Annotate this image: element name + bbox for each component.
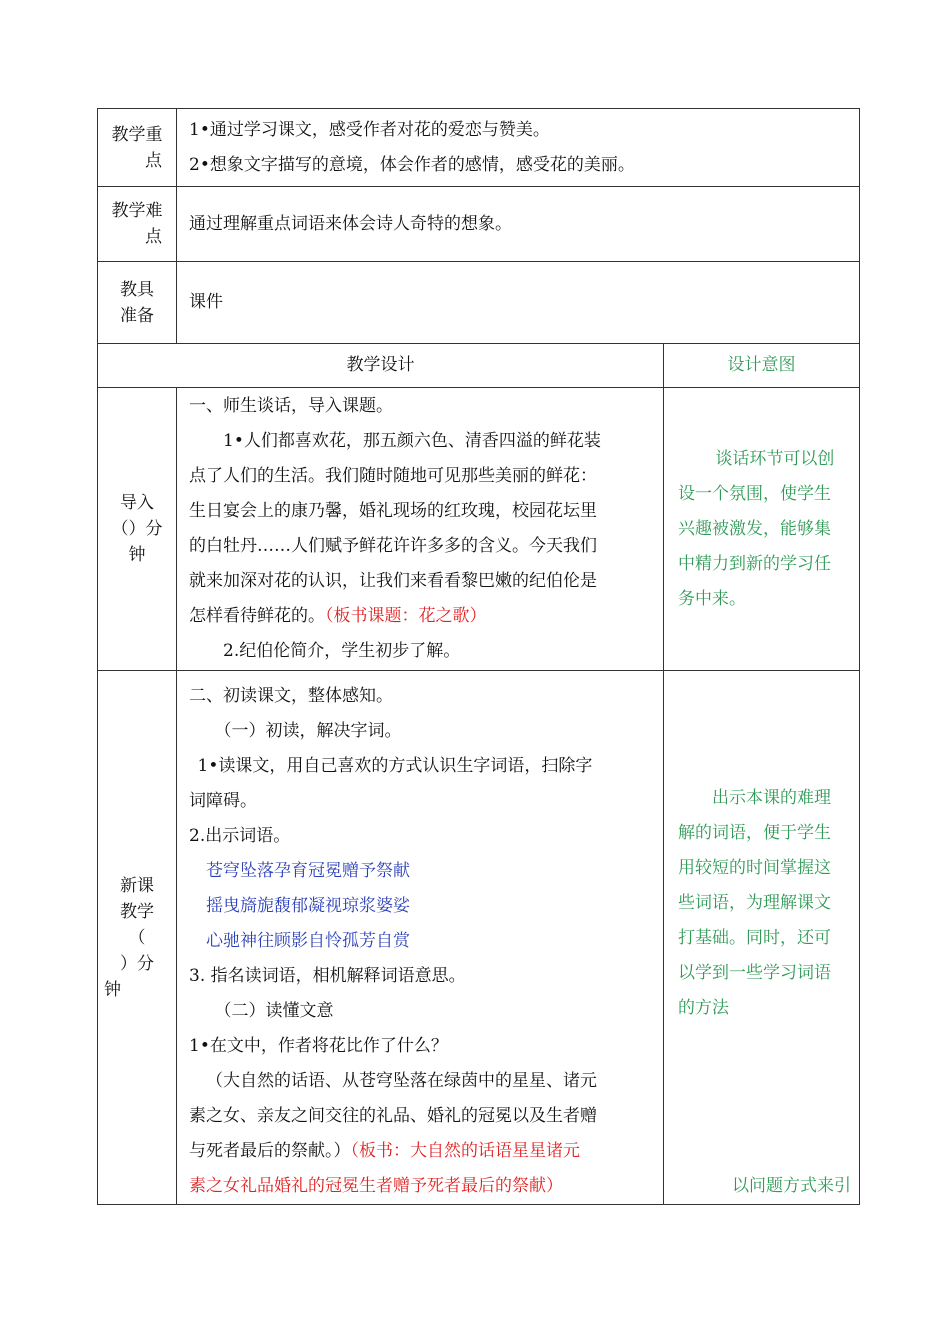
board-note: （板书：大自然的话语星星诸元 — [350, 1141, 580, 1161]
new-lesson-item3: 3. 指名读词语，相机解释词语意思。 — [189, 966, 466, 986]
design-header-row — [98, 344, 860, 388]
intent-line: 以学到一些学习词语 — [678, 963, 831, 983]
intent-line: 打基础。同时，还可 — [678, 928, 831, 948]
answer-line: （大自然的话语、从苍穹坠落在绿茵中的星星、诸元 — [206, 1071, 597, 1091]
intro-para-line-last — [189, 599, 653, 634]
intent-line: 用较短的时间掌握这 — [678, 858, 831, 878]
new-lesson-item2: 2.出示词语。 — [189, 826, 291, 846]
intent-line: 设一个氛围，使学生 — [678, 483, 831, 504]
intro-para-line: 就来加深对花的认识，让我们来看看黎巴嫩的纪伯伦是 — [189, 571, 597, 591]
new-lesson-item1-cont: 词障碍。 — [189, 791, 257, 811]
focus-item: 1•通过学习课文，感受作者对花的爱恋与赞美。 — [189, 119, 550, 140]
intent-line: 务中来。 — [678, 588, 746, 609]
label-line: 点 — [145, 227, 162, 247]
intent-tail: 以问题方式来引 — [732, 1176, 851, 1196]
intent-line: 谈话环节可以创 — [715, 448, 835, 469]
teaching-difficulty-row — [98, 187, 860, 262]
intent-line: 中精力到新的学习任 — [678, 553, 831, 574]
teaching-focus-content — [177, 109, 860, 187]
intent-line: 些词语，为理解课文 — [678, 893, 831, 913]
intro-para-line: 生日宴会上的康乃馨，婚礼现场的红玫瑰，校园花坛里 — [189, 501, 597, 521]
intent-line: 解的词语，便于学生 — [678, 823, 831, 843]
new-lesson-sub1: （一）初读，解决字词。 — [214, 721, 402, 741]
label-line: 准备 — [120, 305, 154, 326]
intro-heading: 一、师生谈话，导入课题。 — [189, 396, 393, 416]
label-line: （）分 — [111, 519, 163, 539]
teaching-focus-row — [98, 109, 860, 187]
intro-label — [98, 388, 177, 671]
tools-text: 课件 — [189, 292, 223, 312]
intro-content — [177, 388, 664, 671]
teaching-tools-content — [177, 262, 860, 344]
intro-para-line: 点了人们的生活。我们随时随地可见那些美丽的鲜花： — [189, 466, 597, 486]
intro-intent — [664, 388, 860, 671]
new-lesson-row — [98, 671, 860, 1205]
answer-text: 与死者最后的祭献。） — [189, 1141, 351, 1161]
board-note-cont: 素之女礼品婚礼的冠冕生者赠予死者最后的祭献） — [189, 1176, 563, 1196]
teaching-difficulty-label — [98, 187, 177, 262]
focus-item: 2•想象文字描写的意境，体会作者的感情，感受花的美丽。 — [189, 154, 635, 175]
teaching-difficulty-content — [177, 187, 860, 262]
intro-board-note: （板书课题：花之歌） — [325, 606, 487, 626]
new-lesson-sub2: （二）读懂文意 — [214, 1001, 334, 1021]
intent-line: 兴趣被激发，能够集 — [678, 518, 831, 539]
new-lesson-heading: 二、初读课文，整体感知。 — [189, 686, 393, 706]
intro-para-line: 的白牡丹……人们赋予鲜花许许多多的含义。今天我们 — [189, 536, 597, 556]
new-lesson-label — [98, 671, 177, 1205]
intent-line: 出示本课的难理 — [712, 788, 831, 808]
new-lesson-item1: 1•读课文，用自己喜欢的方式认识生字词语，扫除字 — [197, 756, 593, 776]
lesson-plan-page — [97, 108, 859, 1205]
difficulty-text: 通过理解重点词语来体会诗人奇特的想象。 — [189, 213, 512, 234]
label-line: 教学难 — [111, 201, 163, 221]
intro-para-text: 怎样看待鲜花的。 — [189, 606, 325, 626]
teaching-tools-row — [98, 262, 860, 344]
label-line: 钟 — [104, 979, 121, 1000]
intro-item2: 2.纪伯伦简介，学生初步了解。 — [223, 641, 461, 661]
lesson-plan-table — [97, 108, 860, 1205]
intent-line: 的方法 — [678, 998, 729, 1018]
teaching-tools-label — [98, 262, 177, 344]
vocab-line: 苍穹坠落孕育冠冕赠予祭献 — [206, 861, 410, 881]
label-line: （ — [128, 927, 146, 948]
answer-line-last — [189, 1134, 653, 1169]
teaching-focus-label — [98, 109, 177, 187]
intro-row — [98, 388, 860, 671]
label-line: 钟 — [128, 545, 146, 565]
label-line: 教具 — [120, 279, 154, 300]
answer-line: 素之女、亲友之间交往的礼品、婚礼的冠冕以及生者赠 — [189, 1106, 597, 1126]
new-lesson-intent — [664, 671, 860, 1205]
new-lesson-content — [177, 671, 664, 1205]
vocab-line: 摇曳旖旎馥郁凝视琼浆婆娑 — [206, 896, 410, 916]
label-line: ）分 — [120, 953, 154, 974]
label-line: 点 — [145, 150, 162, 171]
design-header-left: 教学设计 — [98, 344, 664, 388]
new-lesson-question: 1•在文中，作者将花比作了什么？ — [189, 1036, 448, 1056]
label-line: 教学 — [120, 901, 154, 922]
label-line: 教学重 — [111, 124, 163, 145]
design-header-right: 设计意图 — [664, 344, 860, 388]
intro-para-line: 1•人们都喜欢花，那五颜六色、清香四溢的鲜花装 — [223, 431, 601, 451]
vocab-line: 心驰神往顾影自怜孤芳自赏 — [206, 931, 410, 951]
label-line: 导入 — [120, 493, 154, 513]
label-line: 新课 — [120, 875, 154, 896]
